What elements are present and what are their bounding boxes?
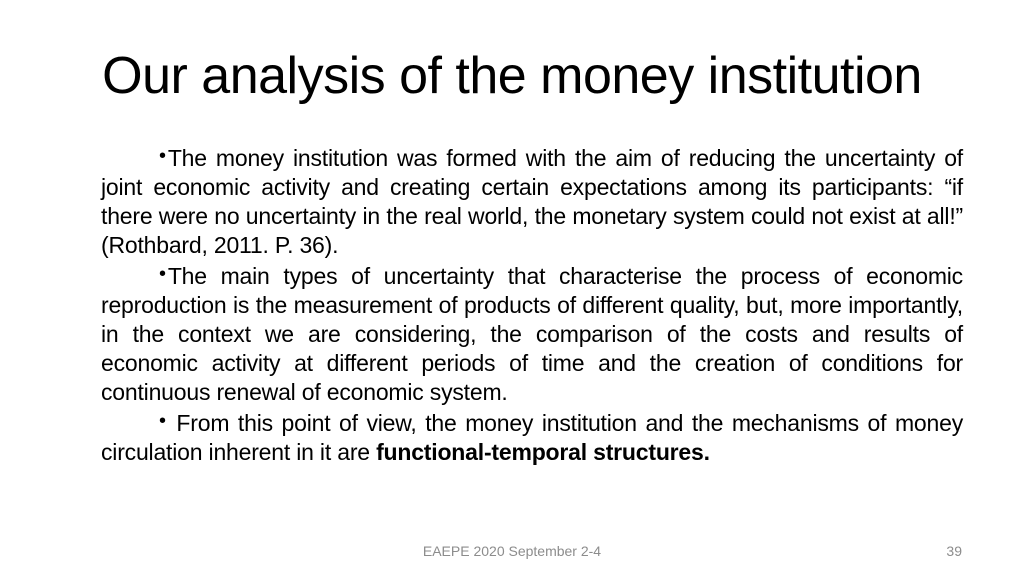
footer-text: EAEPE 2020 September 2-4	[422, 543, 602, 559]
page-number: 39	[946, 543, 962, 559]
bullet-text-1: The money institution was formed with the aim of reducing the uncertainty of joint economic activity and creating certain expectations among its participants: “if there were no uncertainty in the real world, the monetary system could not exist at all!” (Rothbard, 2011. P. 36).	[101, 145, 963, 258]
bullet-text-3: From this point of view, the money institution and the mechanisms of money circulation inherent in it are	[101, 410, 963, 465]
bullet-paragraph-2	[101, 260, 963, 407]
slide-title: Our analysis of the money institution	[102, 47, 922, 105]
bullet-dot-icon: •	[159, 145, 166, 167]
slide-body	[101, 142, 963, 467]
bullet-paragraph-1	[101, 142, 963, 260]
bullet-paragraph-3	[101, 407, 963, 467]
bullet-text-2: The main types of uncertainty that characterise the process of economic reproduction is the measurement of products of different quality, but, more importantly, in the context we are considering, the comparison of the costs and results of economic activity at different periods of time and the creation of conditions for continuous renewal of economic system.	[101, 263, 963, 405]
bullet-dot-icon: •	[159, 410, 166, 432]
bullet-text-3-bold: functional-temporal structures.	[376, 439, 710, 465]
bullet-dot-icon: •	[159, 263, 166, 285]
